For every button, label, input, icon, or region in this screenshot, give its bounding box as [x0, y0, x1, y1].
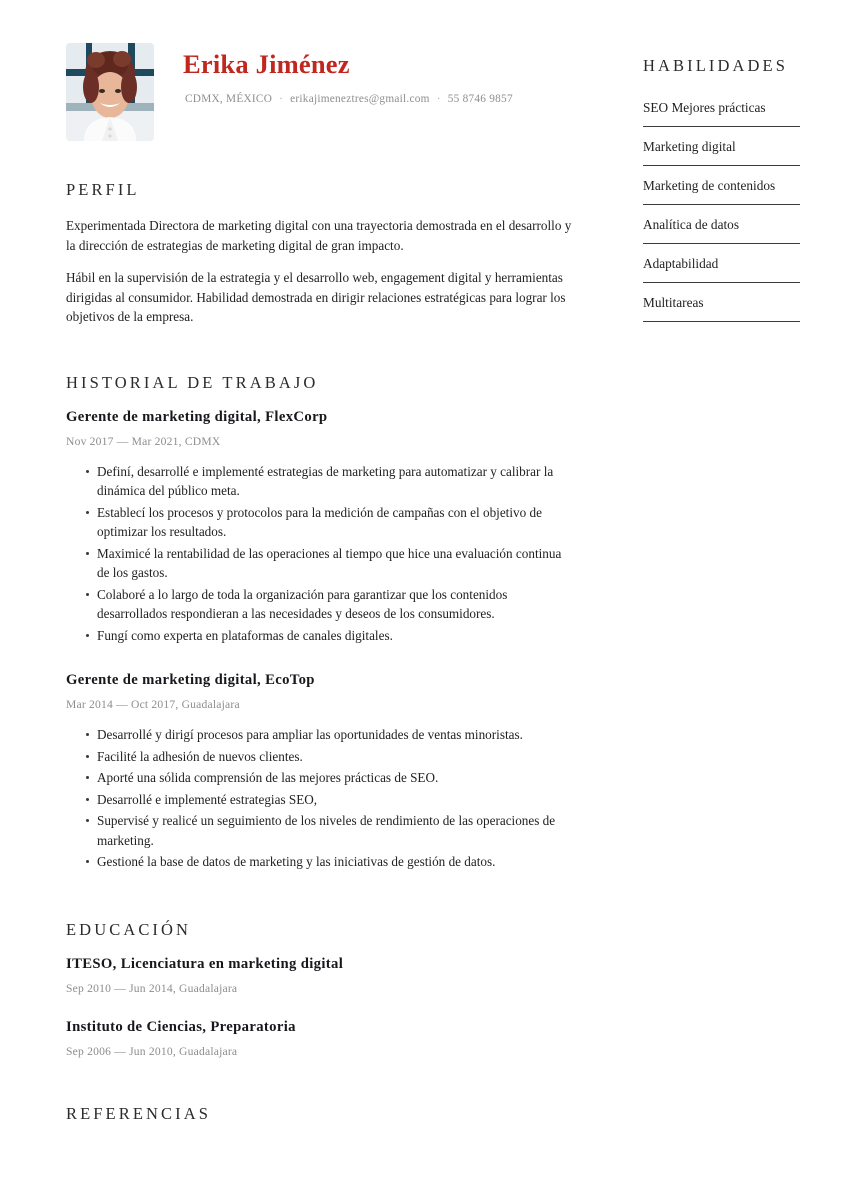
list-item: Maximicé la rentabilidad de las operaciones al tiempo que hice una evaluación continua de los gastos. [66, 544, 572, 583]
skill-item: Marketing de contenidos [643, 177, 800, 205]
resume-header [66, 43, 571, 143]
skill-item: SEO Mejores prácticas [643, 99, 800, 127]
skill-item: Marketing digital [643, 138, 800, 166]
job-meta: Mar 2014 — Oct 2017, Guadalajara [66, 698, 240, 711]
list-item: Desarrollé y dirigí procesos para ampliar las oportunidades de ventas minoristas. [66, 725, 572, 745]
profile-paragraph: Experimentada Directora de marketing digital con una trayectoria demostrada en el desarrollo y la dirección de estrategias de marketing digital de gran impacto. [66, 218, 572, 253]
list-item: Establecí los procesos y protocolos para la medición de campañas con el objetivo de optimizar los resultados. [66, 503, 572, 542]
page-title: Erika Jiménez [183, 49, 350, 79]
section-education [66, 920, 572, 1058]
contact-line [185, 93, 513, 105]
contact-email[interactable]: erikajimeneztres@gmail.com [290, 93, 430, 105]
job-entry [66, 672, 572, 872]
profile-paragraph: Hábil en la supervisión de la estrategia y el desarrollo web, engagement digital y herramientas dirigidas al consumidor. Habilidad demostrada en dirigir relaciones estratégicas para lograr los objetivos de la empresa. [66, 270, 566, 324]
skill-item: Adaptabilidad [643, 255, 800, 283]
contact-phone: 55 8746 9857 [447, 93, 513, 105]
education-title: ITESO, Licenciatura en marketing digital [66, 955, 344, 972]
job-bullet-list [66, 462, 572, 646]
spacer [66, 995, 572, 1019]
education-meta: Sep 2006 — Jun 2010, Guadalajara [66, 1044, 238, 1058]
portrait-photo-icon [66, 43, 154, 141]
spacer [66, 874, 572, 920]
education-meta: Sep 2010 — Jun 2014, Guadalajara [66, 981, 238, 995]
job-title: Gerente de marketing digital, FlexCorp [66, 408, 328, 425]
list-item: Gestioné la base de datos de marketing y las iniciativas de gestión de datos. [66, 852, 572, 872]
job-meta: Nov 2017 — Mar 2021, CDMX [66, 434, 221, 448]
section-title-education: EDUCACIÓN [66, 919, 192, 939]
list-item: Colaboré a lo largo de toda la organización para garantizar que los contenidos desarrollados respondieran a las necesidades y deseos de los consumidores. [66, 585, 572, 624]
contact-location: CDMX, MÉXICO [185, 93, 273, 105]
job-title: Gerente de marketing digital, EcoTop [66, 672, 315, 688]
section-profile [66, 180, 572, 327]
list-item: Desarrollé e implementé estrategias SEO, [66, 790, 572, 810]
education-title: Instituto de Ciencias, Preparatoria [66, 1018, 296, 1035]
list-item: Supervisé y realicé un seguimiento de los niveles de rendimiento de las operaciones de marketing. [66, 811, 572, 850]
skill-item: Multitareas [643, 294, 800, 322]
section-title-references: REFERENCIAS [66, 1103, 212, 1123]
main-column [66, 180, 572, 1140]
list-item: Facilité la adhesión de nuevos clientes. [66, 747, 572, 767]
section-title-skills: HABILIDADES [643, 56, 789, 75]
skill-item: Analítica de datos [643, 216, 800, 244]
job-entry [66, 409, 572, 646]
education-entry [66, 956, 572, 995]
section-work-history [66, 373, 572, 872]
list-item: Definí, desarrollé e implementé estrategias de marketing para automatizar y calibrar la dinámica del público meta. [66, 462, 572, 501]
job-bullet-list [66, 725, 572, 872]
education-entry [66, 1019, 572, 1058]
list-item: Fungí como experta en plataformas de canales digitales. [66, 626, 572, 646]
section-title-work-history: HISTORIAL DE TRABAJO [66, 372, 319, 392]
spacer [66, 327, 572, 373]
sidebar-skills [643, 56, 800, 333]
contact-separator-1: · [279, 93, 284, 105]
avatar [66, 43, 154, 141]
spacer [66, 1058, 572, 1104]
list-item: Aporté una sólida comprensión de las mejores prácticas de SEO. [66, 768, 572, 788]
contact-separator-2: · [436, 93, 441, 105]
section-title-profile: PERFIL [66, 180, 140, 199]
section-references [66, 1104, 572, 1124]
spacer [66, 647, 572, 672]
